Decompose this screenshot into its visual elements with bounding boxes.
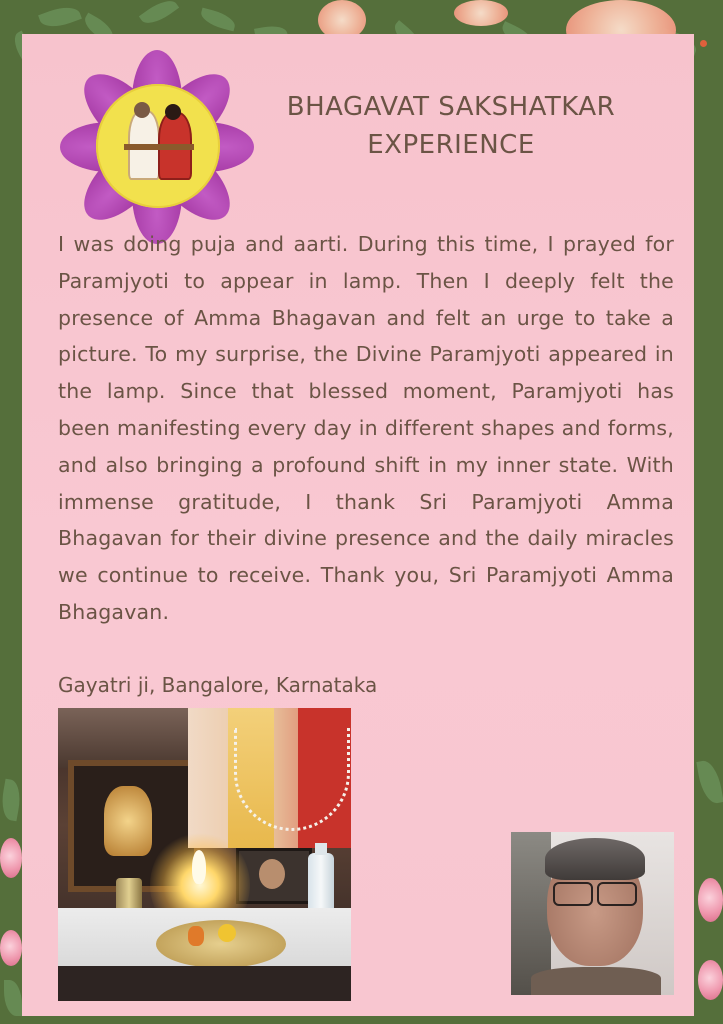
title-line-1: BHAGAVAT SAKSHATKAR xyxy=(286,92,616,122)
lamp-flame-icon xyxy=(192,850,206,884)
logo-disc xyxy=(96,84,220,208)
page-title xyxy=(226,88,676,164)
eyeglasses-icon xyxy=(553,882,637,904)
devotee-portrait-photo xyxy=(511,832,674,995)
altar-lamp-photo xyxy=(58,708,351,1001)
title-line-2: EXPERIENCE xyxy=(367,130,535,160)
hair xyxy=(545,838,645,880)
testimonial-signature: Gayatri ji, Bangalore, Karnataka xyxy=(58,673,378,697)
testimonial-body: I was doing puja and aarti. During this time, I prayed for Paramjyoti to appear in lamp. Then I deeply felt the presence of Amma Bhagavan and felt an urge to take a picture. To my surprise, the Divine Paramjyoti appeared in the lamp. Since that blessed moment, Paramjyoti has been manifesting every day in different shapes and forms, and also bringing a profound shift in my inner state. With immense gratitude, I thank Sri Paramjyoti Amma Bhagavan for their divine presence and the daily miracles we continue to receive. Thank you, Sri Paramjyoti Amma Bhagavan. xyxy=(58,232,674,624)
